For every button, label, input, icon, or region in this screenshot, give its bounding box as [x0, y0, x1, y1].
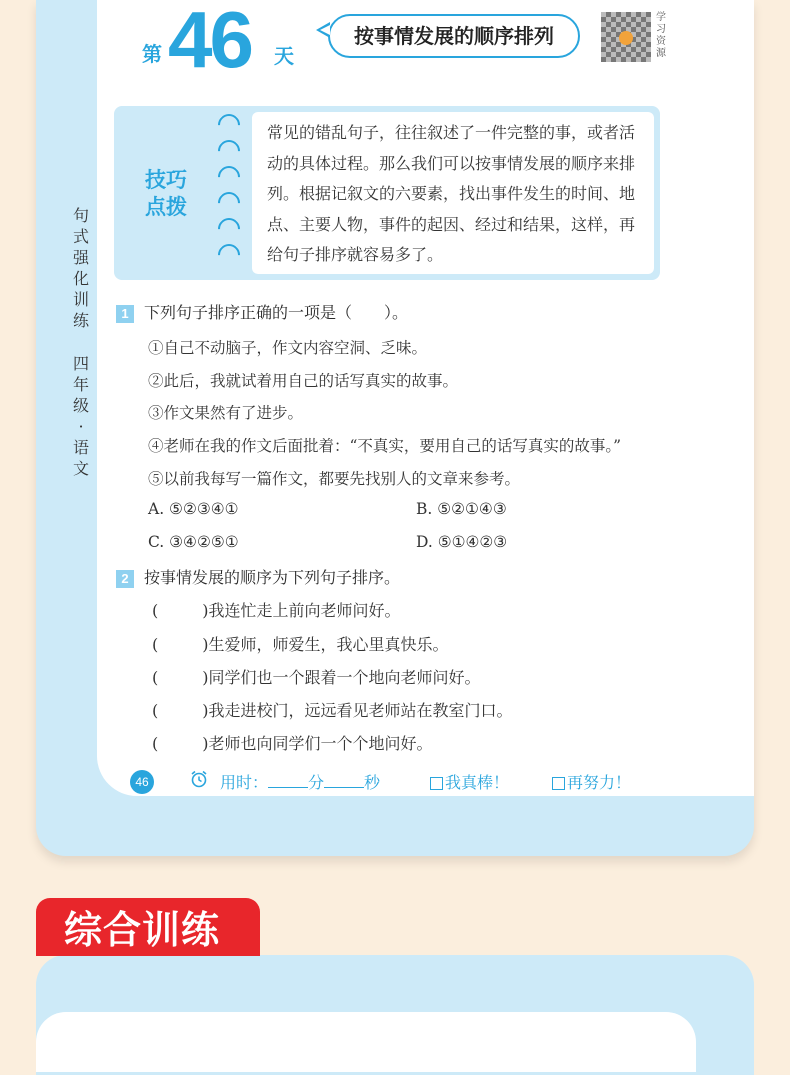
sentence-item: ①自己不动脑子，作文内容空洞、乏味。: [148, 339, 428, 357]
sidebar-vertical-title: 句 式 强 化 训 练 四 年 级 · 语 文: [72, 206, 89, 478]
option-a[interactable]: A. ⑤②③④①: [148, 500, 239, 518]
sentence-item: ③作文果然有了进步。: [148, 404, 304, 422]
day-prefix: 第: [142, 42, 162, 66]
qr-logo-icon: [619, 31, 633, 45]
time-spent: 用时： 分 秒: [220, 773, 381, 792]
lesson-title: 按事情发展的顺序排列: [328, 14, 580, 58]
question-number-badge: 1: [116, 305, 134, 323]
option-b[interactable]: B. ⑤②①④③: [416, 500, 507, 518]
question-1: [116, 300, 408, 323]
day-number: 46: [168, 0, 251, 84]
seconds-blank[interactable]: [324, 773, 364, 788]
ordering-item: ( )生爱师，师爱生，我心里真快乐。: [152, 635, 449, 654]
binder-rings-icon: [218, 114, 246, 270]
sentence-item: ②此后，我就试着用自己的话写真实的故事。: [148, 372, 459, 390]
tip-text: 常见的错乱句子，往往叙述了一件完整的事，或者活动的具体过程。那么我们可以按事情发展的顺序来排列。根据记叙文的六要素，找出事件发生的时间、地点、主要人物，事件的起因、经过和结果，这样，再给句子排序就容易多了。: [267, 123, 636, 264]
page-number: 46: [130, 770, 154, 794]
ordering-item: ( )我连忙走上前向老师问好。: [152, 601, 401, 620]
self-check-great[interactable]: 我真棒！: [430, 770, 509, 793]
question-number-badge: 2: [116, 570, 134, 588]
question-stem: 按事情发展的顺序为下列句子排序。: [144, 568, 401, 587]
self-check-try-again[interactable]: 再努力！: [552, 770, 631, 793]
tip-label: 技巧 点拨: [145, 167, 187, 219]
option-d[interactable]: D. ⑤①④②③: [416, 533, 508, 551]
option-c[interactable]: C. ③④②⑤①: [148, 533, 239, 551]
day-suffix: 天: [274, 44, 294, 68]
qr-label: 学习资源: [656, 12, 666, 59]
ordering-item: ( )同学们也一个跟着一个地向老师问好。: [152, 668, 481, 687]
checkbox[interactable]: [552, 777, 565, 790]
question-2: [116, 565, 400, 588]
alarm-clock-icon: [190, 770, 208, 788]
minutes-blank[interactable]: [268, 773, 308, 788]
section-title: 综合训练: [64, 908, 221, 952]
sentence-item: ⑤以前我每写一篇作文，都要先找别人的文章来参考。: [148, 470, 521, 488]
sentence-item: ④老师在我的作文后面批着：“不真实，要用自己的话写真实的故事。”: [148, 437, 622, 455]
ordering-item: ( )老师也向同学们一个个地问好。: [152, 734, 433, 753]
next-section-sheet: [36, 1012, 696, 1072]
checkbox[interactable]: [430, 777, 443, 790]
question-stem: 下列句子排序正确的一项是（ ）。: [144, 303, 409, 322]
footer: [130, 770, 670, 794]
ordering-item: ( )我走进校门，远远看见老师站在教室门口。: [152, 701, 513, 720]
